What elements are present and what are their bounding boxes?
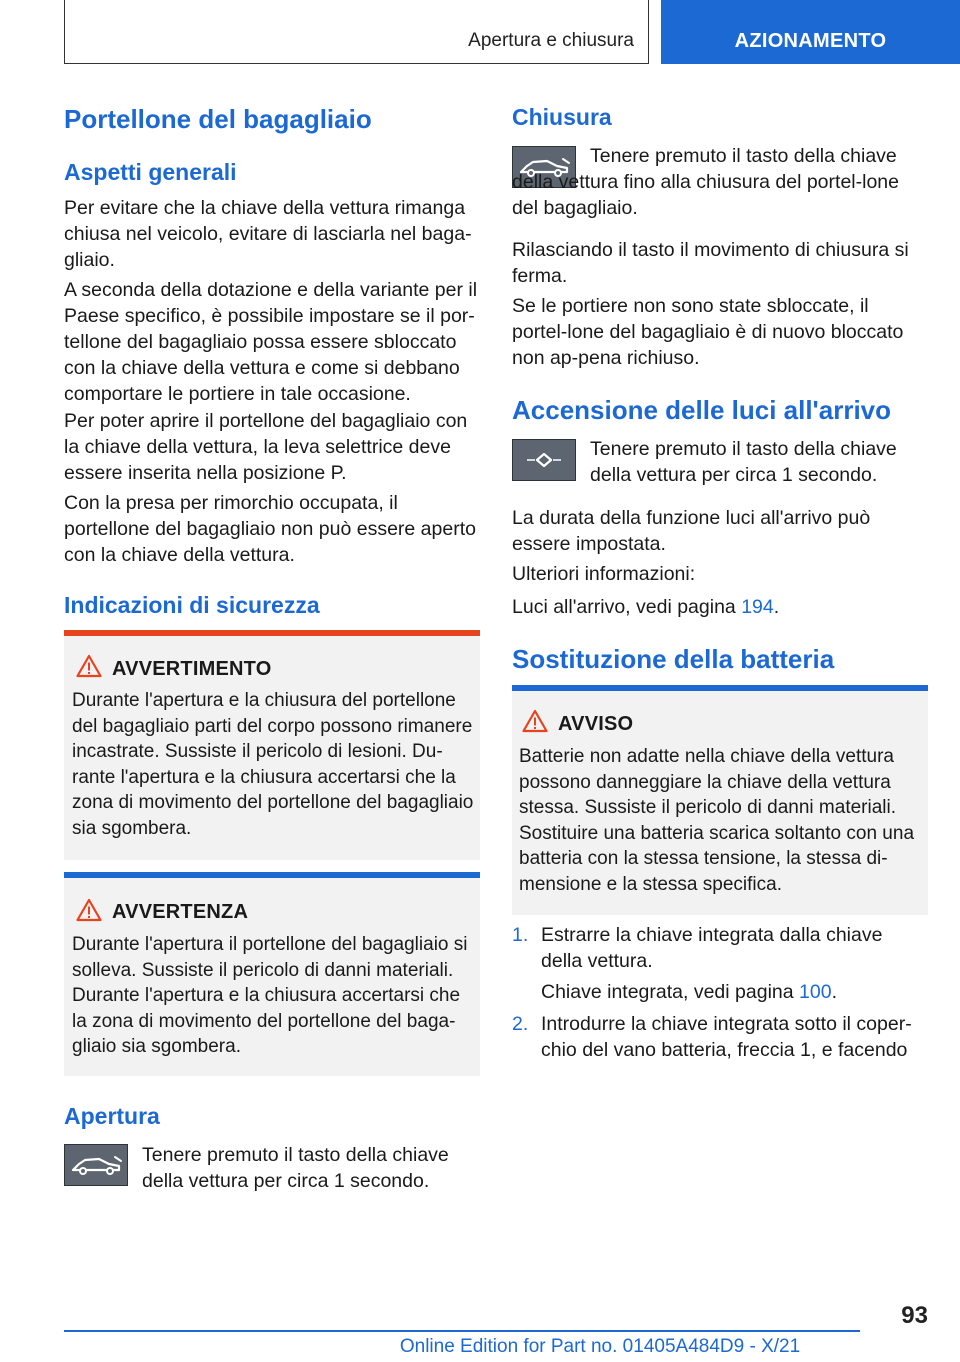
closing-heading: Chiusura [512,104,612,130]
closing-text: Tenere premuto il tasto della chiave della vettura fino alla chiusura del portel-lone del bagagliaio. [512,145,899,219]
lights-paragraph-2: Ulteriori informazioni: [512,563,696,585]
lights-text: Tenere premuto il tasto della chiave della vettura per circa 1 secondo. [590,438,897,486]
warning-text: Durante l'apertura e la chiusura del portellone del bagagliaio parti del corpo possono rimanere incastrate. Sussiste il pericolo di lesioni. Du-rante l'apertura e la chiusura accertarsi che la zona di movimento del portellone del bagagliaio sia sgombera. [72,690,474,839]
notice-text: Batterie non adatte nella chiave della vettura possono danneggiare la chiave della vettura stessa. Sussiste il pericolo di danni materiali. Sostituire una batteria scarica soltanto con una batteria con la stessa tensione, la stessa di-mensione e la stessa specifica. [519,746,915,895]
header-section-box [64,0,649,64]
header-section-title: Apertura e chiusura [468,30,634,51]
warning-box-avvertimento [64,630,480,860]
warning-triangle-icon [76,654,102,678]
safety-heading: Indicazioni di sicurezza [64,592,320,618]
header-chapter-tab[interactable]: AZIONAMENTO [661,0,960,64]
closing-paragraph-2: Se le portiere non sono state sbloccate, il portel-lone del bagagliaio è di nuovo bloccato non ap-pena richiuso. [512,295,904,369]
lights-reference-page-link[interactable]: 194 [741,596,774,618]
step-reference-text: Chiave integrata, vedi pagina [541,981,794,1003]
general-paragraph-2: A seconda della dotazione e della variante per il Paese specifico, è possibile impostare se il por-tellone del bagagliaio possa essere sbloccato con la chiave della vettura e come si debbano comportare le portiere in tale occasione. [64,279,478,405]
step-text: Estrarre la chiave integrata dalla chiave della vettura. [541,924,883,972]
warning-title: AVVERTIMENTO [112,658,272,680]
warning-triangle-icon [76,898,102,922]
notice-bar [512,685,928,691]
general-paragraph-4: Con la presa per rimorchio occupata, il portellone del bagagliaio non può essere aperto con la chiave della vettura. [64,492,476,566]
warning-bar [64,630,480,636]
page-number: 93 [901,1302,928,1329]
car-tailgate-icon [64,1144,128,1186]
section-title: Portellone del bagagliaio [64,104,372,134]
warning-text: Durante l'apertura il portellone del bagagliaio si solleva. Sussiste il pericolo di danni materiali. Durante l'apertura e la chiusura accertarsi che la zona di movimento del portellone del baga-gliaio sia sgombera. [72,934,468,1057]
opening-text: Tenere premuto il tasto della chiave della vettura per circa 1 secondo. [142,1144,449,1192]
step-reference: Chiave integrata, vedi pagina 100. [541,981,837,1003]
lights-reference-text: Luci all'arrivo, vedi pagina [512,596,736,618]
footer-edition: Online Edition for Part no. 01405A484D9 - X/21 [399,1336,801,1357]
lights-heading: Accensione delle luci all'arrivo [512,395,892,425]
warning-title: AVVERTENZA [112,901,249,923]
opening-heading: Apertura [64,1103,160,1129]
lights-paragraph-1: La durata della funzione luci all'arrivo può essere impostata. [512,507,871,555]
warning-bar [64,872,480,878]
step-number: 2. [512,1013,529,1035]
general-paragraph-1: Per evitare che la chiave della vettura rimanga chiusa nel veicolo, evitare di lasciarla nel baga-gliaio. [64,197,472,271]
general-paragraph-3: Per poter aprire il portellone del bagagliaio con la chiave della vettura, la leva selettrice deve essere inserita nella posizione P. [64,410,468,484]
closing-paragraph-1: Rilasciando il tasto il movimento di chiusura si ferma. [512,239,909,287]
notice-title: AVVISO [558,713,634,735]
step-reference-page-link[interactable]: 100 [799,981,832,1003]
warning-triangle-icon [522,709,548,733]
warning-box-avvertenza [64,872,480,1076]
footer-divider [64,1330,860,1332]
step-number: 1. [512,924,529,946]
notice-box-avviso [512,685,928,915]
step-text: Introdurre la chiave integrata sotto il coper-chio del vano batteria, freccia 1, e facendo [541,1013,912,1061]
diamond-light-icon [512,439,576,481]
general-heading: Aspetti generali [64,159,237,185]
lights-reference: Luci all'arrivo, vedi pagina 194. [512,596,780,618]
battery-heading: Sostituzione della batteria [512,644,835,674]
